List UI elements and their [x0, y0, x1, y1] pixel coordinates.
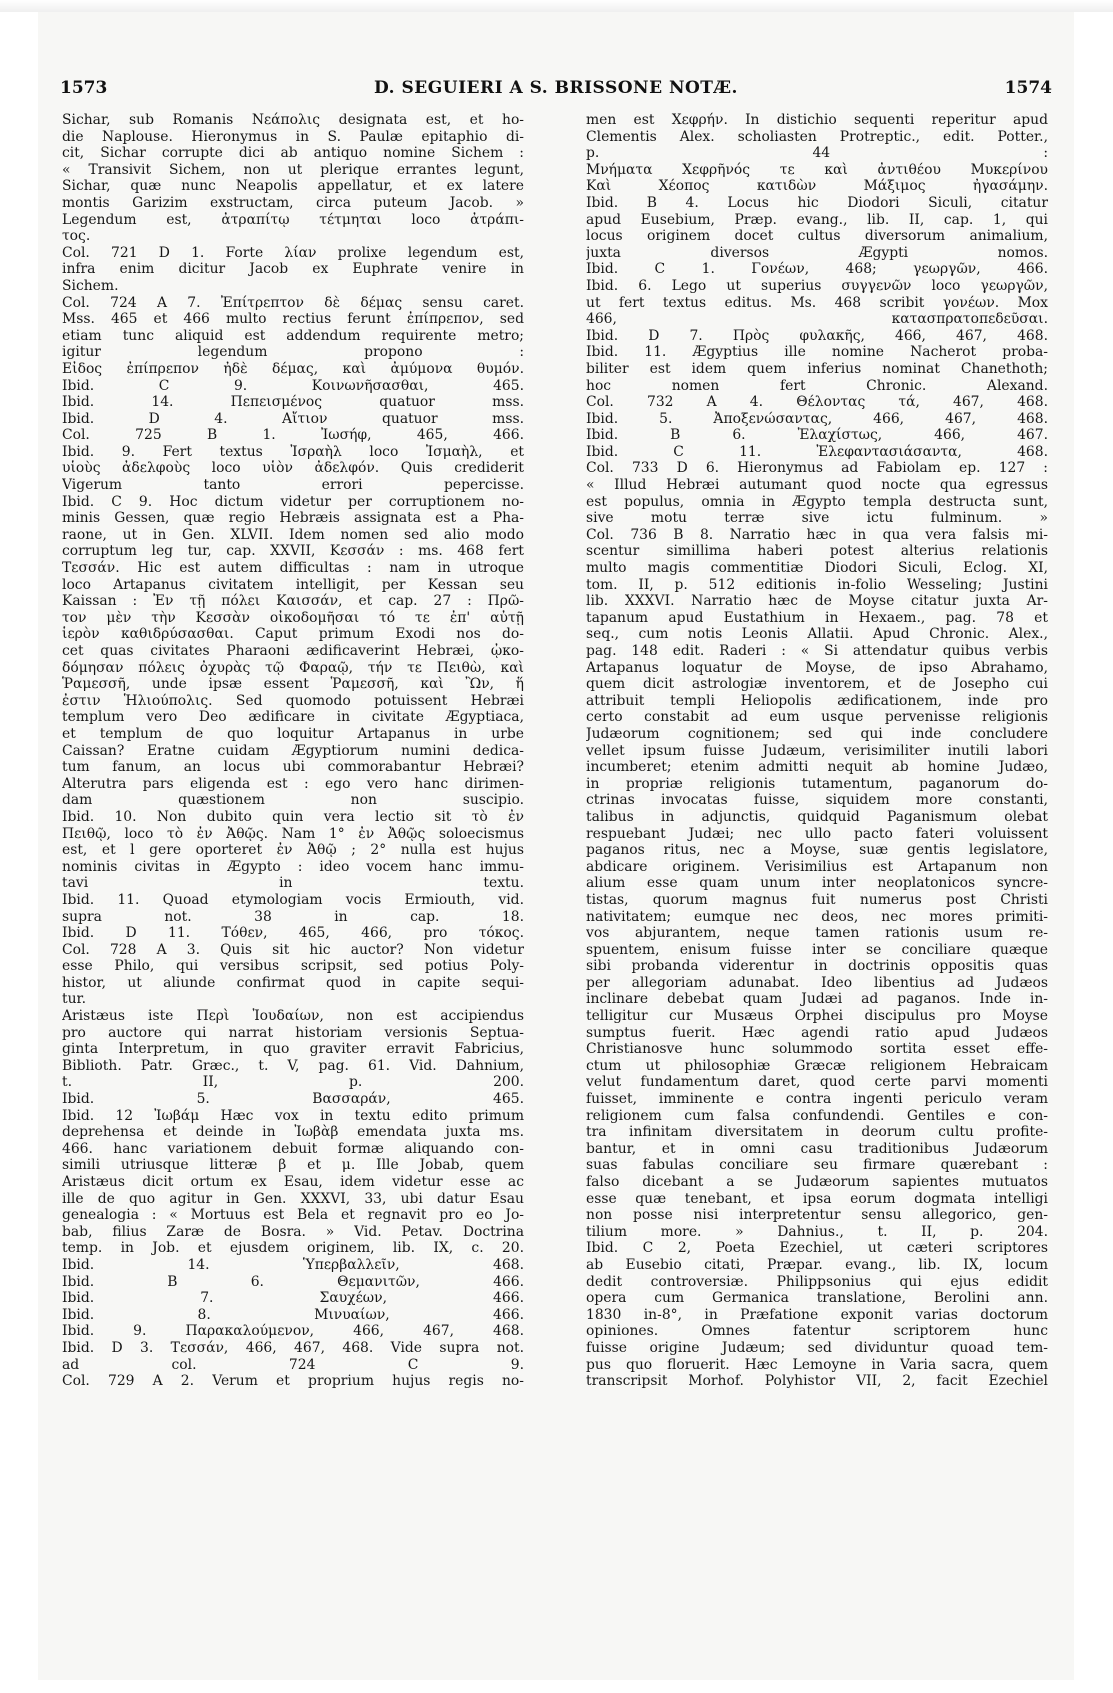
text-line: Μνήματα Χεφρῆνός τε καὶ ἀντιθέου Μυκερίνου [586, 161, 1048, 178]
text-line: Kaissan : Ἐν τῇ πόλει Καισσάν, et cap. 27 : Πρῶ- [62, 593, 524, 610]
text-line: apud Eusebium, Præp. evang., lib. II, cap. 1, qui [586, 211, 1048, 228]
text-line: infra enim dicitur Jacob ex Euphrate venire in [62, 261, 524, 278]
text-line: Col. 725 B 1. Ἰωσήφ, 465, 466. [62, 427, 524, 444]
text-line: Artapanus loquatur de Moyse, de ipso Abrahamo, [586, 659, 1048, 676]
text-line: men est Χεφρήν. In distichio sequenti reperitur apud [586, 112, 1048, 128]
text-line: esse quæ tenebant, et ipsa eorum dogmata intelligi [586, 1190, 1048, 1207]
text-line: ἱερὸν καθιδρύσασθαι. Caput primum Exodi nos do- [62, 626, 524, 643]
text-line: Sichem. [62, 277, 119, 294]
text-line: Col. 732 A 4. Θέλοντας τά, 467, 468. [586, 394, 1048, 411]
text-line: per allegoriam adunabat. Ideo libentius ad Judæos [586, 974, 1048, 991]
text-line: Col. 728 A 3. Quis sit hic auctor? Non videtur [62, 941, 524, 958]
text-line: Ῥαμεσσῆ, unde ipsæ essent Ῥαμεσσῆ, καὶ Ὢν, ἥ [62, 676, 524, 693]
text-line: transcripsit Morhof. Polyhistor VII, 2, facit Ezechiel [586, 1373, 1048, 1390]
text-line: Τεσσάν. Hic est autem difficultas : nam in utroque [62, 560, 524, 577]
text-line: pus quo floruerit. Hæc Lemoyne in Varia sacra, quem [586, 1356, 1048, 1373]
text-line: bab, filius Zaræ de Bosra. » Vid. Petav. Doctrina [62, 1223, 524, 1240]
text-line: histor, ut aliunde confirmat quod in capite sequi- [62, 974, 524, 991]
text-line: tilium more. » Dahnius., t. II, p. 204. [586, 1223, 1048, 1240]
text-line: in propriæ religionis tutamentum, paganorum do- [586, 775, 1048, 792]
text-line: Ibid. 5. Βασσαράν, 465. [62, 1091, 524, 1108]
text-line: Judæorum cognitionem; sed qui inde concludere [586, 725, 1048, 742]
text-line: corruptum leg tur, cap. XXVII, Κεσσάν : ms. 468 fert [62, 543, 524, 560]
text-line: Ibid. B 6. Θεμανιτῶν, 466. [62, 1273, 524, 1290]
text-line: religionem cum falsa confundendi. Gentiles e con- [586, 1107, 1048, 1124]
text-line: tavi in textu. [62, 875, 524, 892]
text-line: ad col. 724 C 9. [62, 1356, 524, 1373]
text-line: Ibid. 9. Fert textus Ἰσραὴλ loco Ἰσμαὴλ, et [62, 443, 524, 460]
text-line: Ibid. 9. Παρακαλούμενον, 466, 467, 468. [62, 1323, 524, 1340]
text-line: inclinare debebat quam Judæi ad paganos. Inde in- [586, 991, 1048, 1008]
text-line: ἐστιν Ἡλιούπολις. Sed quomodo potuissent Hebræi [62, 692, 524, 709]
text-line: spuentem, enisum fuisse inter se conciliare quæque [586, 941, 1048, 958]
text-line: tur. [62, 991, 87, 1008]
text-line: hoc nomen fert Chronic. Alexand. [586, 377, 1048, 394]
text-line: Ibid. 12 Ἰωβάμ Hæc vox in textu edito primum [62, 1107, 524, 1124]
text-line: templum vero Deo ædificare in civitate Ægyptiaca, [62, 709, 524, 726]
text-line: ab Eusebio citati, Præpar. evang., lib. IX, locum [586, 1256, 1048, 1273]
text-line: esse Philo, qui versibus scripsit, sed potius Poly- [62, 958, 524, 975]
text-line: Ibid. C 2, Poeta Ezechiel, ut cæteri scriptores [586, 1240, 1048, 1257]
text-line: Christianosve hunc solummodo sortita esset effe- [586, 1041, 1048, 1058]
text-line: nominis civitas in Ægypto : ideo vocem hanc immu- [62, 858, 524, 875]
text-line: nativitatem; eumque nec deos, nec mores primiti- [586, 908, 1048, 925]
text-line: est populus, omnia in Ægypto templa destructa sunt, [586, 493, 1048, 510]
text-line: 466, κατασπρατοπεδεῦσαι. [586, 311, 1048, 328]
text-line: Alterutra pars eligenda est : ego vero hanc dirimen- [62, 775, 524, 792]
text-line: incumberet; etenim admitti nequit ab homine Judæo, [586, 759, 1048, 776]
text-line: Col. 729 A 2. Verum et proprium hujus regis no- [62, 1373, 524, 1390]
text-line: talibus in adjunctis, quidquid Paganismum olebat [586, 808, 1048, 825]
text-line: locus originem docet cultus diversorum animalium, [586, 228, 1048, 245]
text-line: opiniones. Omnes fatentur scriptorem hunc [586, 1323, 1048, 1340]
text-line: multo magis commentitiæ Diodori Siculi, Eclog. XI, [586, 560, 1048, 577]
text-line: Col. 736 B 8. Narratio hæc in qua vera falsis mi- [586, 526, 1048, 543]
text-line: vos abjurantem, neque tamen rationis usum re- [586, 925, 1048, 942]
text-line: suas fabulas conciliare seu firmare quærebant : [586, 1157, 1048, 1174]
text-line: certo constabit ad eum usque pervenisse religionis [586, 709, 1048, 726]
text-line: cit, Sichar corrupte dici ab antiquo nomine Sichem : [62, 145, 524, 162]
text-line: seq., cum notis Leonis Allatii. Apud Chronic. Alex., [586, 626, 1048, 643]
page-number-right: 1574 [1004, 78, 1052, 98]
text-line: velut fundamentum daret, quod certe parvi momenti [586, 1074, 1048, 1091]
text-line: 466. hanc variationem debuit formæ aliquando con- [62, 1140, 524, 1157]
text-line: Ibid. C 9. Hoc dictum videtur per corruptionem no- [62, 493, 524, 510]
text-line: minis Gessen, quæ regio Hebræis assignata est a Pha- [62, 510, 524, 527]
text-line: simili utriusque litteræ β et μ. Ille Jobab, quem [62, 1157, 524, 1174]
text-line: Ibid. 11. Quoad etymologiam vocis Ermiouth, vid. [62, 891, 524, 908]
text-line: sumptus fuerit. Hæc agendi ratio apud Judæos [586, 1024, 1048, 1041]
text-line: Πειθῷ, loco τὸ ἐν Ἀθῷς. Nam 1° ἐν Ἀθῷς soloecismus [62, 825, 524, 842]
text-line: Legendum est, ἀτραπίτῳ τέτμηται loco ἀτράπι- [62, 211, 524, 228]
text-line: tom. II, p. 512 editionis in-folio Wesseling; Justini [586, 576, 1048, 593]
text-line: temp. in Job. et ejusdem originem, lib. IX, c. 20. [62, 1240, 524, 1257]
text-line: Aristæus iste Περὶ Ἰουδαίων, non est accipiendus [62, 1008, 524, 1025]
text-line: ctrinas invocatas fuisse, siquidem more constanti, [586, 792, 1048, 809]
text-line: Καὶ Χέοπος κατιδὼν Μάξιμος ἠγασάμην. [586, 178, 1048, 195]
text-line: Ibid. D 7. Πρὸς φυλακῆς, 466, 467, 468. [586, 327, 1048, 344]
text-line: Εἶδος ἐπίπρεπον ἠδὲ δέμας, καὶ ἀμύμονα θυμόν. [62, 360, 524, 377]
text-line: scentur simillima haberi potest alterius relationis [586, 543, 1048, 560]
text-line: juxta diversos Ægypti nomos. [586, 244, 1048, 261]
text-line: « Transivit Sichem, non ut plerique errantes legunt, [62, 161, 524, 178]
running-head [60, 78, 1052, 108]
text-line: sibi probanda viderentur in doctrinis oppositis quas [586, 958, 1048, 975]
text-line: genealogia : « Mortuus est Bela et regnavit pro eo Jo- [62, 1207, 524, 1224]
text-line: Ibid. D 11. Τόθεν, 465, 466, pro τόκος. [62, 925, 524, 942]
scan-edge [0, 0, 1113, 12]
text-line: Ibid. 7. Σαυχέων, 466. [62, 1290, 524, 1307]
text-line: dam quæstionem non suscipio. [62, 792, 524, 809]
text-line: tra infinitam diversitatem in deorum cultu profite- [586, 1124, 1048, 1141]
text-line: fuisse origine Judæum; sed dividuntur quoad tem- [586, 1339, 1048, 1356]
text-line: « Illud Hebræi autumant quod nocte qua egressus [586, 477, 1048, 494]
text-line: Ibid. B 4. Locus hic Diodori Siculi, citatur [586, 194, 1048, 211]
text-line: Ibid. 14. Πεπεισμένος quatuor mss. [62, 394, 524, 411]
text-line: 1830 in-8°, in Præfatione exponit varias doctorum [586, 1306, 1048, 1323]
text-line: montis Garizim exstructam, circa puteum Jacob. » [62, 194, 524, 211]
text-line: Ibid. D 4. Αἴτιον quatuor mss. [62, 410, 524, 427]
text-line: Mss. 465 et 466 multo rectius ferunt ἐπίπρεπον, sed [62, 311, 524, 328]
text-line: Ibid. 5. Ἀποξενώσαντας, 466, 467, 468. [586, 410, 1048, 427]
text-line: Ibid. 8. Μινυαίων, 466. [62, 1306, 524, 1323]
text-line: die Naplouse. Hieronymus in S. Paulæ epitaphio di- [62, 128, 524, 145]
text-line: Ibid. 10. Non dubito quin vera lectio sit τὸ ἐν [62, 808, 524, 825]
text-line: deprehensa et deinde in Ἰωβὰβ emendata juxta ms. [62, 1124, 524, 1141]
text-line: paganos ritus, nec a Moyse, suæ gentis legislatore, [586, 842, 1048, 859]
text-line: cet quas civitates Pharaoni ædificaverint Hebræi, ᾠκο- [62, 643, 524, 659]
text-line: non posse nisi interpretentur sensu allegorico, gen- [586, 1207, 1048, 1224]
text-line: Caissan? Eratne cuidam Ægyptiorum numini dedica- [62, 742, 524, 759]
text-line: Col. 733 D 6. Hieronymus ad Fabiolam ep. 127 : [586, 460, 1048, 477]
text-line: et templum de quo loquitur Artapanus in urbe [62, 725, 524, 742]
text-line: Sichar, quæ nunc Neapolis appellatur, et ex latere [62, 178, 524, 195]
text-line: opera cum Germanica translatione, Berolini ann. [586, 1290, 1048, 1307]
text-line: Biblioth. Patr. Græc., t. V, pag. 61. Vid. Dahnium, [62, 1057, 524, 1074]
text-line: etiam tunc aliquid est addendum requirente metro; [62, 327, 524, 344]
text-line: Ibid. 11. Ægyptius ille nomine Nacherot proba- [586, 344, 1048, 361]
text-line: Clementis Alex. scholiasten Protreptic., edit. Potter., [586, 128, 1048, 145]
text-line: bantur, et in omni casu traditionibus Judæorum [586, 1140, 1048, 1157]
text-line: Aristæus dicit ortum ex Esau, idem videtur esse ac [62, 1174, 524, 1190]
text-line: δόμησαν πόλεις ὀχυρὰς τῷ Φαραῷ, τήν τε Πειθὼ, καὶ [62, 659, 524, 676]
text-line: p. 44 : [586, 145, 1048, 162]
text-line: fuisset, imminente e contra ingenti periculo veram [586, 1091, 1048, 1108]
text-line: ille de quo agitur in Gen. XXXVI, 33, ubi datur Esau [62, 1190, 524, 1207]
text-line: pag. 148 edit. Raderi : « Si attendatur quibus verbis [586, 643, 1048, 659]
text-line: quem dicit astrologiæ inventorem, et de Josepho cui [586, 676, 1048, 693]
text-line: t. II, p. 200. [62, 1074, 524, 1091]
text-line: pro auctore qui narrat historiam versionis Septua- [62, 1024, 524, 1041]
right-column [586, 112, 1048, 1390]
text-line: est, et l gere oporteret ἐν Ἀθῷ ; 2° nulla est hujus [62, 842, 524, 859]
text-line: abdicare originem. Verisimilius est Artapanum non [586, 858, 1048, 875]
left-column [62, 112, 524, 1390]
text-line: lib. XXXVI. Narratio hæc de Moyse citatur juxta Ar- [586, 593, 1048, 610]
text-line: Ibid. B 6. Ἐλαχίστως, 466, 467. [586, 427, 1048, 444]
text-line: falso dicebant a se Judæorum sapientes mutuatos [586, 1174, 1048, 1190]
text-line: Ibid. C 11. Ἐλεφαντασιάσαντα, 468. [586, 443, 1048, 460]
text-line: Ibid. D 3. Τεσσάν, 466, 467, 468. Vide supra not. [62, 1339, 524, 1356]
text-line: tapanum apud Eustathium in Hexaem., pag. 78 et [586, 609, 1048, 626]
text-line: Sichar, sub Romanis Νεάπολις designata est, et ho- [62, 112, 524, 128]
text-line: vellet ipsum fuisse Judæum, verisimiliter inutili labori [586, 742, 1048, 759]
text-line: Ibid. 6. Lego ut superius συγγενῶν loco γεωργῶν, [586, 277, 1048, 294]
text-line: ctum ut philosophiæ Græcæ religionem Hebraicam [586, 1057, 1048, 1074]
text-line: sive motu terræ sive ictu fulminum. » [586, 510, 1048, 527]
text-line: supra not. 38 in cap. 18. [62, 908, 524, 925]
text-line: biliter est idem quem inferius nominat Chanethoth; [586, 360, 1048, 377]
text-line: Ibid. C 1. Γονέων, 468; γεωργῶν, 466. [586, 261, 1048, 278]
running-title: D. SEGUIERI A S. BRISSONE NOTÆ. [374, 78, 738, 98]
text-line: alium esse quam unum inter neoplatonicos syncre- [586, 875, 1048, 892]
text-line: Ibid. 14. Ὑπερβαλλεῖν, 468. [62, 1256, 524, 1273]
text-line: raone, ut in Gen. XLVII. Idem nomen sed alio modo [62, 526, 524, 543]
text-line: dedit controversiæ. Philippsonius qui ejus edidit [586, 1273, 1048, 1290]
text-line: respuebant Judæi; nec ullo pacto fateri voluissent [586, 825, 1048, 842]
text-line: τον μὲν τὴν Κεσσὰν οἰκοδομῆσαι τό τε ἐπ' αὐτῇ [62, 609, 524, 626]
text-line: Col. 721 D 1. Forte λίαν prolixe legendum est, [62, 244, 524, 261]
text-line: tistas, quorum magnus fuit numerus post Christi [586, 891, 1048, 908]
text-line: υἱοὺς ἀδελφοὺς loco υἱὸν ἀδελφόν. Quis crediderit [62, 460, 524, 477]
text-line: tum fanum, an locus ubi commorabantur Hebræi? [62, 759, 524, 776]
text-line: loco Artapanus civitatem intelligit, per Kessan seu [62, 576, 524, 593]
text-line: ginta Interpretum, in quo graviter erravit Fabricius, [62, 1041, 524, 1058]
text-line: Vigerum tanto errori pepercisse. [62, 477, 524, 494]
text-line: telligitur cur Musæus Orphei discipulus pro Moyse [586, 1008, 1048, 1025]
page-number-left: 1573 [60, 78, 108, 98]
text-line: ut fert textus editus. Ms. 468 scribit γονέων. Mox [586, 294, 1048, 311]
text-line: τος. [62, 228, 91, 245]
text-line: Col. 724 A 7. Ἐπίτρεπτον δὲ δέμας sensu caret. [62, 294, 524, 311]
text-line: igitur legendum propono : [62, 344, 524, 361]
text-line: attribuit templi Heliopolis ædificationem, inde pro [586, 692, 1048, 709]
text-line: Ibid. C 9. Κοινωνῆσασθαι, 465. [62, 377, 524, 394]
